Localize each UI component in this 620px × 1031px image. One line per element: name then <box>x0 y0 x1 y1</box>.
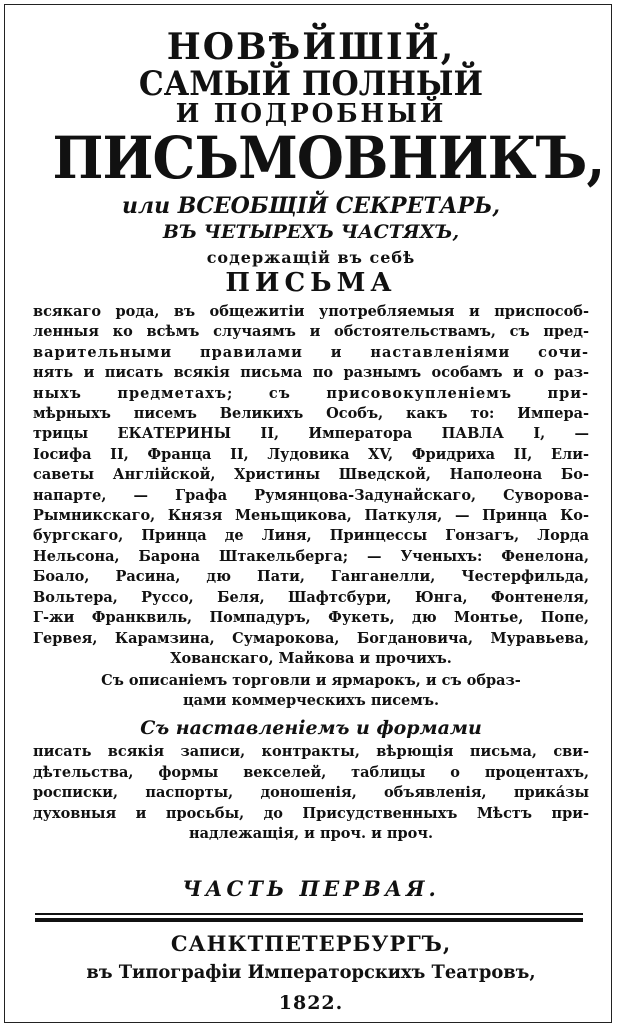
subtitle-four-parts: ВЪ ЧЕТЫРЕХЪ ЧАСТЯХЪ, <box>162 221 460 243</box>
title-main-pismovnik: ПИСЬМОВНИКЪ, <box>52 124 605 192</box>
forms-line: писать всякія записи, контракты, вѣрющія письма, сви- <box>33 743 589 761</box>
description-line: Гервея, Карамзина, Сумарокова, Богдановича, Муравьева, <box>33 629 589 647</box>
forms-paragraph <box>33 742 589 844</box>
imprint-year: 1822. <box>278 992 344 1014</box>
title-page <box>4 4 612 1023</box>
divider-thick-rule <box>35 918 583 922</box>
title-block <box>33 19 605 902</box>
description-line: всякаго рода, въ общежитіи употребляемыя и приспособ- <box>33 303 589 320</box>
description-line: Хованскаго, Майкова и прочихъ. <box>170 649 452 667</box>
description-line: саветы Англійской, Христины Шведской, Наполеона Бо- <box>33 466 589 484</box>
divider-thin-rule <box>35 913 583 915</box>
forms-heading: Съ наставленіемъ и формами <box>140 717 482 740</box>
forms-line: надлежащія, и проч. и проч. <box>189 824 433 842</box>
imprint-city: САНКТПЕТЕРБУРГЪ, <box>170 931 452 956</box>
description-line: варительными правилами и наставленіями сочи- <box>33 343 589 361</box>
title-line-newest: НОВѢЙШІЙ, <box>166 26 456 68</box>
commercial-line: Съ описаніемъ торговли и ярмарокъ, и съ образ- <box>101 672 521 690</box>
description-line: трицы ЕКАТЕРИНЫ II, Императора ПАВЛА I, — <box>33 425 589 443</box>
subtitle-containing: содержащій въ себѣ <box>206 248 416 267</box>
title-line-detailed: И ПОДРОБНЫЙ <box>175 99 447 129</box>
imprint-block <box>33 933 589 1013</box>
description-line: ныхъ предметахъ; съ присовокупленіемъ при- <box>33 384 589 402</box>
forms-line: духовныя и просьбы, до Присудственныхъ Мѣстъ при- <box>33 804 589 822</box>
title-line-most-complete: САМЫЙ ПОЛНЫЙ <box>138 64 484 104</box>
description-line: Іосифа II, Франца II, Лудовика XV, Фридриха II, Ели- <box>33 445 589 463</box>
description-line: напарте, — Графа Румянцова-Задунайскаго, Суворова- <box>33 486 589 504</box>
description-line: мѣрныхъ писемъ Великихъ Особъ, какъ то: Импера- <box>33 405 589 423</box>
description-line: нять и писать всякія письма по разнымъ особамъ и о раз- <box>33 364 589 382</box>
subtitle-secretary: или ВСЕОБЩІЙ СЕКРЕТАРЬ, <box>121 193 501 219</box>
description-line: Нельсона, Барона Штакельберга; — Ученыхъ: Фенелона, <box>33 547 589 565</box>
description-line: Боало, Расина, дю Пати, Ганганелли, Честерфильда, <box>33 568 589 586</box>
forms-line: дѣтельства, формы векселей, таблицы о процентахъ, <box>33 763 589 781</box>
commercial-line: цами коммерческихъ писемъ. <box>182 692 440 710</box>
description-line: Г-жи Франквиль, Помпадуръ, Фукеть, дю Монтье, Попе, <box>33 609 589 627</box>
description-paragraph <box>33 302 589 669</box>
description-line: ленныя ко всѣмъ случаямъ и обстоятельствамъ, съ пред- <box>33 323 589 341</box>
description-line: бургскаго, Принца де Линя, Принцессы Гонзагъ, Лорда <box>33 527 589 545</box>
forms-line: росписки, паспорты, доношенія, объявленія, прика́зы <box>33 784 589 802</box>
description-line: Рымникскаго, Князя Меньщикова, Паткуля, — Принца Ко- <box>33 507 589 525</box>
subtitle-letters: ПИСЬМА <box>225 268 397 298</box>
imprint-press: въ Типографіи Императорскихъ Театровъ, <box>86 961 536 983</box>
description-line: Вольтера, Руссо, Беля, Шафтсбури, Юнга, Фонтенеля, <box>33 588 589 606</box>
part-heading: ЧАСТЬ ПЕРВАЯ. <box>182 876 440 902</box>
